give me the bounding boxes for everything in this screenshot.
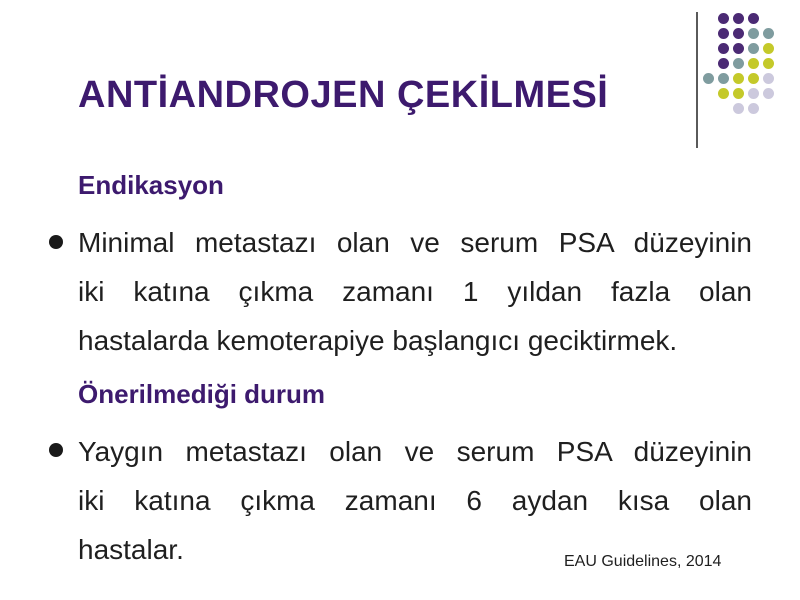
bullet-icon	[49, 235, 63, 249]
decorative-dot	[733, 73, 744, 84]
decorative-dot	[718, 73, 729, 84]
section-heading-indication: Endikasyon	[78, 170, 224, 200]
decorative-dot	[733, 28, 744, 39]
title-divider-line	[696, 12, 698, 148]
bullet-line: Yaygın metastazı olan ve serum PSA düzeyinin	[78, 436, 752, 467]
bullet-line: hastalar.	[78, 534, 184, 565]
bullet-line: iki katına çıkma zamanı 1 yıldan fazla olan	[78, 276, 752, 307]
decorative-dot	[763, 73, 774, 84]
bullet-text-not-recommended	[78, 427, 752, 574]
decorative-dot	[718, 43, 729, 54]
decorative-dot	[748, 43, 759, 54]
decorative-dot	[748, 73, 759, 84]
bullet-line: iki katına çıkma zamanı 6 aydan kısa olan	[78, 485, 752, 516]
decorative-dot	[748, 103, 759, 114]
slide-title: ANTİANDROJEN ÇEKİLMESİ	[78, 74, 609, 116]
decorative-dot	[703, 73, 714, 84]
decorative-dot	[748, 88, 759, 99]
decorative-dot	[748, 28, 759, 39]
bullet-line: hastalarda kemoterapiye başlangıcı geciktirmek.	[78, 325, 678, 356]
decorative-dot	[748, 58, 759, 69]
decorative-dot	[733, 103, 744, 114]
decorative-dot	[718, 88, 729, 99]
source-citation: EAU Guidelines, 2014	[564, 553, 722, 570]
decorative-dot	[733, 43, 744, 54]
section-heading-not-recommended: Önerilmediği durum	[78, 379, 326, 409]
bullet-icon	[49, 443, 63, 457]
decorative-dot	[763, 43, 774, 54]
decorative-dot	[763, 58, 774, 69]
decorative-dot	[733, 58, 744, 69]
decorative-dot	[763, 28, 774, 39]
decorative-dot	[763, 88, 774, 99]
decorative-dot	[718, 58, 729, 69]
decorative-dot	[733, 88, 744, 99]
decorative-dot	[733, 13, 744, 24]
decorative-dot	[718, 28, 729, 39]
decorative-dot	[748, 13, 759, 24]
decorative-dot	[718, 13, 729, 24]
bullet-text-indication	[78, 218, 752, 365]
bullet-line: Minimal metastazı olan ve serum PSA düzeyinin	[78, 227, 752, 258]
